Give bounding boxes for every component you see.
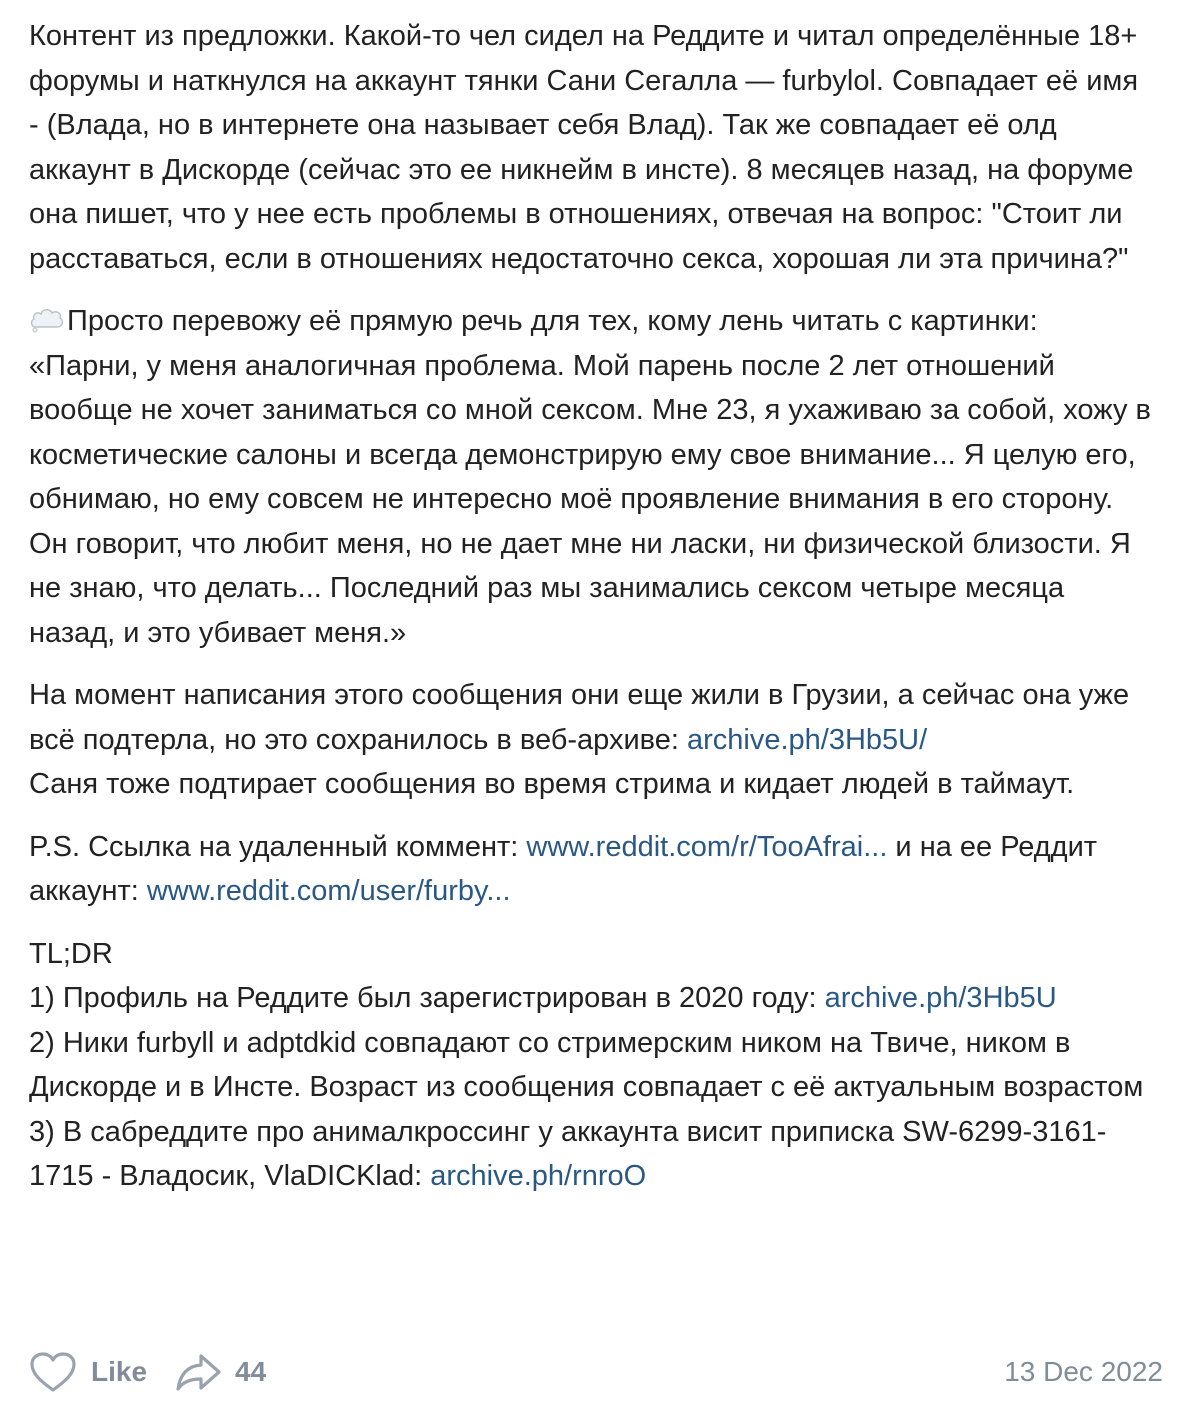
tldr-item-3-text: 3) В сабреддите про анималкроссинг у аккаунта висит приписка SW-6299-3161-1715 - Владосик, VlaDICKlad: bbox=[29, 1115, 1107, 1192]
tldr-title: TL;DR bbox=[29, 937, 113, 970]
tldr-item-1-link[interactable]: archive.ph/3Hb5U bbox=[824, 982, 1057, 1014]
like-label: Like bbox=[91, 1356, 148, 1387]
ps-text-2: и на ее Реддит аккаунт: bbox=[29, 830, 1098, 907]
deleted-comment-link[interactable]: www.reddit.com/r/TooAfrai... bbox=[526, 830, 888, 863]
reddit-account-link[interactable]: www.reddit.com/user/furby... bbox=[146, 875, 511, 907]
archive-link[interactable]: archive.ph/3Hb5U/ bbox=[686, 723, 928, 756]
tldr-item-1-text: 1) Профиль на Реддите был зарегистрирован в 2020 году: bbox=[29, 982, 825, 1014]
post-footer bbox=[29, 1346, 1163, 1398]
share-count: 44 bbox=[235, 1356, 267, 1387]
tldr-item-3-link[interactable]: archive.ph/rnroO bbox=[430, 1160, 647, 1192]
timeout-text: Саня тоже подтирает сообщения во время стрима и кидает людей в таймаут. bbox=[29, 768, 1075, 800]
post-date: 13 Dec 2022 bbox=[1004, 1356, 1163, 1387]
like-button[interactable] bbox=[29, 1351, 147, 1393]
share-arrow-icon bbox=[175, 1351, 223, 1393]
translation-text: Просто перевожу её прямую речь для тех, кому лень читать с картинки: «Парни, у меня аналогичная проблема. Мой парень после 2 лет отношений вообще не хочет заниматься со мной сексом. Мне 23, я ухаживаю за собой, хожу в косметические салоны и всегда демонстрирую ему свое внимание... Я целую его, обнимаю, но ему совсем не интересно моё проявление внимания в его сторону. Он говорит, что любит меня, но не дает мне ни ласки, ни физической близости. Я не знаю, что делать... Последний раз мы занимались сексом четыре месяца назад, и это убивает меня.» bbox=[29, 305, 1151, 649]
archive-text: На момент написания этого сообщения они еще жили в Грузии, а сейчас она уже всё подтерла, но это сохранилось в веб-архиве: bbox=[29, 679, 1130, 756]
post-paragraph-tldr bbox=[29, 932, 1153, 1199]
tldr-item-1 bbox=[29, 976, 1153, 1021]
share-button[interactable] bbox=[175, 1351, 266, 1393]
post-paragraph-intro: Контент из предложки. Какой-то чел сидел на Реддите и читал определённые 18+ форумы и наткнулся на аккаунт тянки Сани Сегалла — furbylol. Совпадает её имя - (Влада, но в интернете она называет себя Влад). Так же совпадает её олд аккаунт в Дискорде (сейчас это ее никнейм в инсте). 8 месяцев назад, на форуме она пишет, что у нее есть проблемы в отношениях, отвечая на вопрос: "Стоит ли расставаться, если в отношениях недостаточно секса, хорошая ли эта причина?" bbox=[29, 20, 1139, 275]
post-paragraph-ps bbox=[29, 825, 1153, 914]
thought-balloon-icon bbox=[29, 302, 65, 330]
tldr-item-3 bbox=[29, 1110, 1153, 1199]
ps-text: P.S. Ссылка на удаленный коммент: bbox=[29, 830, 527, 863]
post-paragraph-translation bbox=[29, 299, 1153, 655]
post-paragraph-archive bbox=[29, 673, 1153, 807]
tldr-item-2: 2) Ники furbyll и adptdkid совпадают со стримерским ником на Твиче, ником в Дискорде и в Инсте. Возраст из сообщения совпадает с её актуальным возрастом bbox=[29, 1026, 1144, 1103]
heart-icon bbox=[29, 1351, 77, 1393]
